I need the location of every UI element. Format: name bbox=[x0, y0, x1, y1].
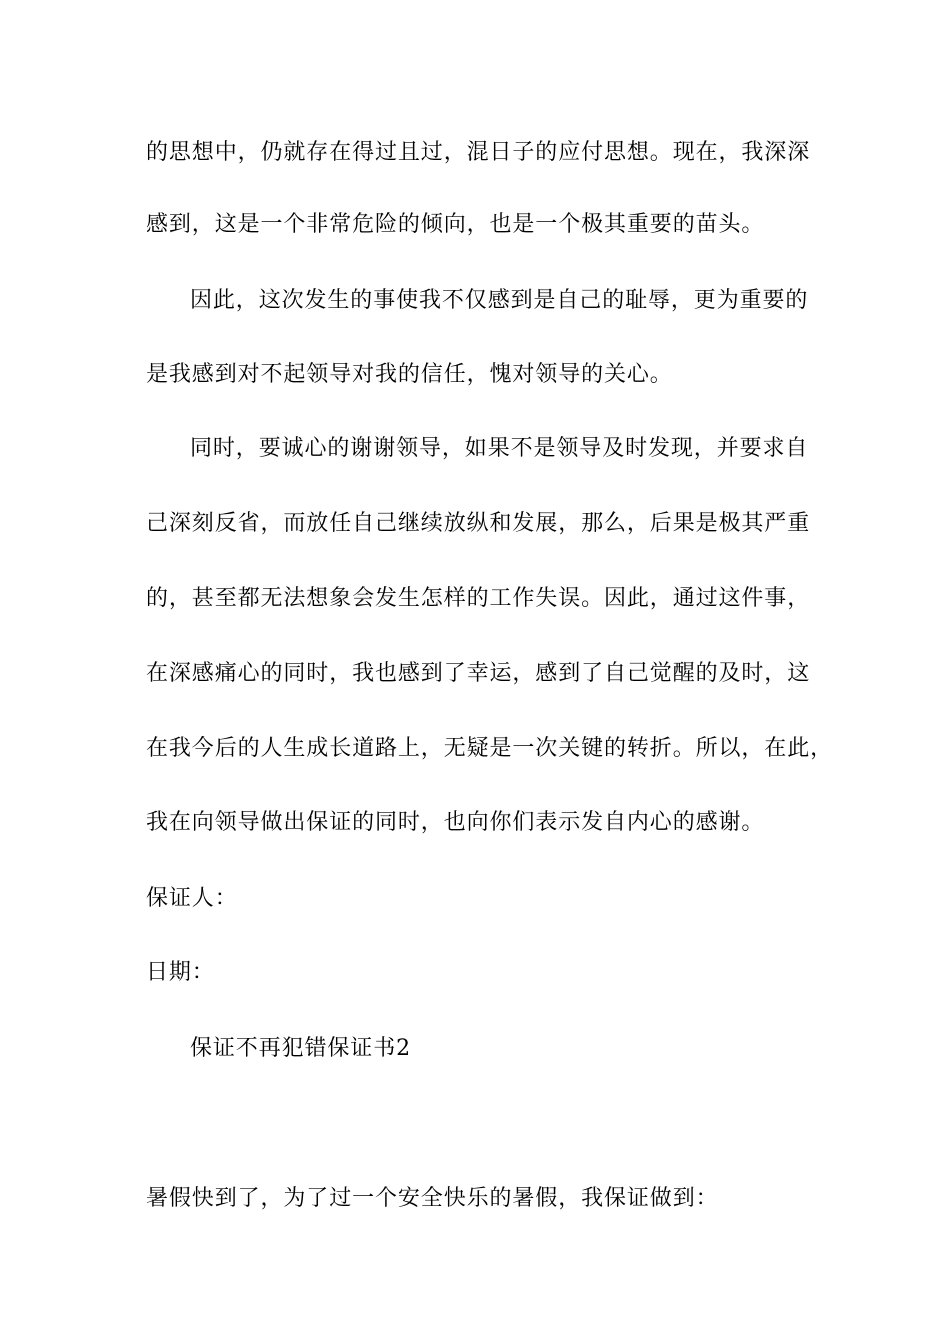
paragraph-line-6: 己深刻反省，而放任自己继续放纵和发展，那么，后果是极其严重 bbox=[146, 511, 811, 536]
guarantor-label: 保证人： bbox=[146, 886, 238, 911]
paragraph-line-5: 同时，要诚心的谢谢领导，如果不是领导及时发现，并要求自 bbox=[190, 436, 809, 461]
paragraph-line-9: 在我今后的人生成长道路上，无疑是一次关键的转折。所以，在此， bbox=[146, 736, 834, 761]
paragraph-line-1: 的思想中，仍就存在得过且过，混日子的应付思想。现在，我深深 bbox=[146, 140, 811, 165]
paragraph-line-2: 感到，这是一个非常危险的倾向，也是一个极其重要的苗头。 bbox=[146, 212, 765, 237]
date-label: 日期： bbox=[146, 960, 215, 985]
paragraph-line-8: 在深感痛心的同时，我也感到了幸运，感到了自己觉醒的及时，这 bbox=[146, 661, 811, 686]
paragraph-line-4: 是我感到对不起领导对我的信任，愧对领导的关心。 bbox=[146, 362, 673, 387]
paragraph-line-10: 我在向领导做出保证的同时，也向你们表示发自内心的感谢。 bbox=[146, 810, 765, 835]
paragraph-line-7: 的，甚至都无法想象会发生怎样的工作失误。因此，通过这件事， bbox=[146, 586, 811, 611]
paragraph-line-11: 暑假快到了，为了过一个安全快乐的暑假，我保证做到： bbox=[146, 1186, 719, 1211]
paragraph-line-3: 因此，这次发生的事使我不仅感到是自己的耻辱，更为重要的 bbox=[190, 288, 809, 313]
section-title: 保证不再犯错保证书2 bbox=[190, 1036, 411, 1061]
